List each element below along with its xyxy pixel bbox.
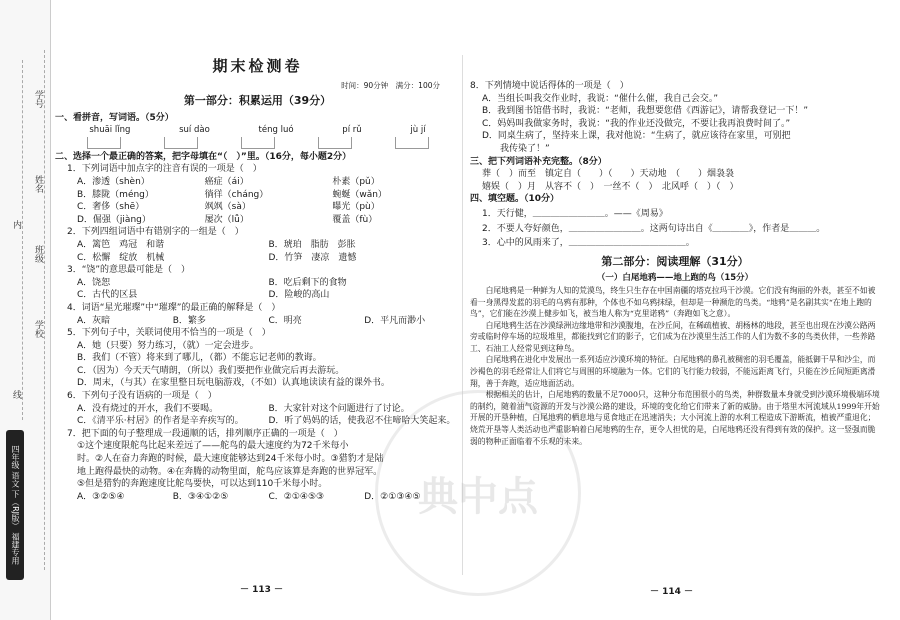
mcq-option[interactable]: C．②①④⑤③ [268,491,325,502]
mcq-option[interactable]: C．奢侈（shē） [77,202,145,213]
page-number-left: － 113 － [240,585,284,595]
part2-title: 第二部分：阅读理解（31分） [601,254,749,268]
section4-heading: 四、填空题。（10分） [470,194,560,205]
pinyin-item: jù jí [410,125,426,136]
mcq-option[interactable]: B．吃后剩下的食物 [268,277,347,288]
answer-box[interactable] [395,137,429,149]
mcq-option[interactable]: 飒飒（sà） [204,202,251,213]
idiom-row: 嬉娱（ ）月 从容不（ ） 一丝不（ ） 北风呼（ ）（ ） [482,181,739,192]
answer-box[interactable] [164,137,198,149]
mcq-option[interactable]: A．篱笆 鸡冠 和谐 [77,239,165,250]
mcq-option[interactable]: A．渗透（shèn） [77,176,150,187]
section1-heading: 一、看拼音，写词语。（5分） [55,112,174,123]
mcq-question: 6．下列句子没有语病的一项是（ ） [67,391,217,402]
cut-inner-label: 内 [11,220,21,229]
mcq-option[interactable]: 蜿蜒（wǎn） [332,189,387,200]
passage-paragraph: 白尾地鸦是一种鲜为人知的荒漠鸟，终生只生存在中国南疆的塔克拉玛干沙漠。它们没有绚丽的外表，甚至不如被看一身黑得发蓝的羽毛的乌鸦有那种，个体也不如乌鸦抹绿，但却是一种濒危的鸟类。“地鸦”是名副其实“在地上跑的鸟”，它们能在沙漠上健步如飞，被当地人称为“克里诺鸦”（奔跑如飞之意）。 [470,285,876,319]
mcq-option[interactable]: A．她（只要）努力练习，（就）一定会进步。 [77,340,259,351]
q8-option: A．当组长叫我交作业时，我说：“催什么催，我自己会交。” [482,93,718,104]
mcq-option-row [55,214,460,227]
fill-item: 3．心中的风雨来了，＿＿＿＿＿＿＿＿＿＿＿＿＿。 [482,238,695,249]
school-label: 学校 [33,320,43,338]
mcq-question: 4．词语“星光璀璨”中“璀璨”的最正确的解释是（ ） [67,302,281,313]
mcq-option[interactable]: C．明亮 [268,315,302,326]
mcq-option-row [55,252,460,265]
q8-option: B．我到图书馆借书时，我说：“老师，我想要您借《西游记》，请帮我登记一下！” [482,106,809,117]
mcq-option[interactable]: 覆盖（fù） [332,214,378,225]
mcq-option[interactable]: 时。②人在奋力奔跑的时候，最大速度能够达到24千米每小时。③猎豹才是陆 [77,454,384,465]
mcq-option[interactable]: C．松懈 绽放 机械 [77,252,165,263]
pinyin-item: téng luó [258,125,294,136]
cut-line [44,50,45,570]
answer-boxes [55,137,460,151]
mcq-question: 5．下列句子中，关联词使用不恰当的一项是（ ） [67,328,271,339]
mcq-option[interactable]: 地上跑得最快的动物。④在奔腾的动物里面，舵鸟应该算是奔跑的世界冠军。 [77,466,383,477]
mcq-option[interactable]: A．灰暗 [77,315,111,326]
mcq-option-row [55,239,460,252]
mcq-option[interactable]: B．大家针对这个问题进行了讨论。 [268,403,410,414]
mcq-option[interactable]: 曝光（pù） [332,202,380,213]
passage-title: （一）白尾地鸦——地上跑的鸟（15分） [596,273,754,284]
left-page [55,0,460,595]
mcq-option[interactable]: ⑤但是猎豹的奔跑速度比舵鸟要快，可以达到110千米每小时。 [77,479,328,490]
mcq-option-row [55,277,460,290]
mcq-option[interactable]: 徜徉（cháng） [204,189,269,200]
section2-heading: 二、选择一个最正确的答案，把字母填在“（ ）”里。（16分，每小题2分） [55,151,352,162]
fill-line [22,60,23,420]
mcq-option[interactable]: B．琥珀 脂肪 彭胀 [268,239,356,250]
mcq-option[interactable]: D．竹笋 凄凉 遗憾 [268,252,357,263]
mcq-option[interactable]: D．倔强（jiàng） [77,214,151,225]
mcq-option[interactable]: A．没有烧过的开水，我们不要喝。 [77,403,219,414]
mcq-option[interactable]: D．平凡而渺小 [364,315,426,326]
mcq-option-row [55,415,460,428]
binding-sidebar [0,0,51,620]
pinyin-item: pí rǔ [342,125,362,136]
mcq-list [55,163,460,503]
mcq-option[interactable]: 屡次（lǚ） [204,214,249,225]
watermark-text: 典中点 [418,473,538,520]
student-name-label: 姓名 [33,175,43,193]
q8-option: 我传染了！” [482,143,550,154]
passage-paragraph: 白尾地鸦在进化中发展出一系列适应沙漠环境的特征。白尾地鸦的鼻孔被稠密的羽毛覆盖，能抵御干旱和沙尘，而沙褐色的羽毛经常让人们将它与周围的环境融为一体。它们的飞行能力较弱，不能远距离飞行，只能在沙丘间短距离滑翔，善于奔跑，适应地面活动。 [470,355,876,388]
pinyin-row [55,124,460,137]
mcq-option[interactable]: B．膝陇（méng） [77,189,154,200]
mcq-option-row [55,189,460,202]
mcq-option[interactable]: B．我们（不管）将来到了哪儿，（都）不能忘记老师的教诲。 [77,353,322,364]
mcq-option-row [55,403,460,416]
student-number-label: 学号 [33,90,43,108]
mcq-question: 2．下列四组词语中有错别字的一组是（ ） [67,227,244,238]
right-page [470,80,880,447]
mcq-option[interactable]: B．③④①②⑤ [172,491,229,502]
fill-item: 2．不要人夸好颜色，＿＿＿＿＿＿＿＿。这两句诗出自《＿＿＿＿》，作者是＿＿＿。 [482,223,826,234]
mcq-option-row [55,289,460,302]
q8-option: D．同桌生病了，坚持来上课，我对他说：“生病了，就应该待在家里，可别把 [482,131,791,142]
mcq-option[interactable]: C．（因为）今天天气晴朗，（所以）我们要把作业做完后再去游玩。 [77,365,345,376]
mcq-option[interactable]: C．古代的区县 [77,290,138,301]
mcq-question: 3．“饶”的意思最可能是（ ） [67,265,191,276]
grade-badge: 四年级 语文 下（RJ版） 福建专用 [6,430,24,580]
class-label: 班级 [33,245,43,263]
part1-title: 第一部分：积累运用（39分） [183,94,332,107]
mcq-option[interactable]: ①这个速度限舵鸟比起来差远了——舵鸟的最大速度约为72千米每小 [77,441,349,452]
cut-line-label: 线 [11,390,21,399]
section3-heading: 三、把下列词语补充完整。（8分） [470,156,607,167]
mcq-option[interactable]: D．周末，（与其）在家里整日玩电脑游戏，（不如）认真地读读有益的课外书。 [77,378,390,389]
mcq-question: 1．下列词语中加点字的注音有误的一项是（ ） [67,164,262,175]
answer-box[interactable] [87,137,121,149]
mcq-option[interactable]: D．听了妈妈的话，使我忍不住啼哈大笑起来。 [268,416,456,427]
mcq-option[interactable]: D．②①③④⑤ [364,491,421,502]
pinyin-item: shuāi lǐng [89,125,131,136]
mcq-option[interactable]: A．饶恕 [77,277,111,288]
idiom-row: 葬（ ）而至 镇定自（ ）（ ）天动地 （ ）烟袅袅 [482,169,735,180]
exam-meta: 时间：90分钟 满分：100分 [341,81,440,90]
mcq-option-row [55,176,460,189]
mcq-option[interactable]: C．《清平乐·村居》的作者是辛弃疾写的。 [77,416,244,427]
answer-box[interactable] [241,137,275,149]
mcq-option-row [55,315,460,328]
mcq-option[interactable]: D．险峻的高山 [268,290,330,301]
page-number-right: － 114 － [650,587,694,597]
pinyin-item: suí dào [179,125,210,136]
q8-question: 8．下列情境中说话得体的一项是（ ） [470,81,629,91]
q8-option: C．妈妈叫我做家务时，我说：“我的作业还没做完，不要让我再浪费时间了。” [482,118,791,129]
mcq-question: 7．把下面的句子整理成一段通顺的话，排列顺序正确的一项是（ ） [67,428,343,439]
fill-item: 1．天行健，＿＿＿＿＿＿＿＿。——《周易》 [482,208,668,219]
mcq-option[interactable]: 朴素（pǔ） [332,176,380,187]
passage-paragraph: 根据相关的估计，白尾地鸦的数量不足7000只，这种分布范围很小的鸟类，种群数量本身就受到沙漠环境极端环境的制约，随着油气资源的开发与沙漠公路的建设，环境的变化给它们带来了新的威胁。由于塔里木河流域从1999年开始开展的开垦种植，白尾地鸦的栖息地与觅食地正在迅速消失；大小河流上游的水利工程造成下游断流，植被严重退化；烧荒开垦等人类活动也严重影响着白尾地鸦的生存，更令人担忧的是，白尾地鸦还没有得到有效的保护。这一竖强而脆弱的物种正面临着不乐观的未来。 [470,390,880,446]
exam-title: 期末检测卷 [212,57,303,75]
mcq-option-row [55,491,460,504]
mcq-option[interactable]: B．繁多 [172,315,206,326]
passage-paragraph: 白尾地鸦生活在沙漠绿洲边缘地带和沙漠腹地，在沙丘间，在稀疏植被、胡杨林的地段，甚至也出现在沙漠公路两旁或临时停车场的垃圾堆里，都能找到它们的影子，它们成为在沙漠里生活工作的人们为数不多的鸟类伙伴，一些养路工、石油工人经常见到这种鸟。 [470,320,876,353]
mcq-option[interactable]: 癌症（ái） [204,176,249,187]
answer-box[interactable] [318,137,352,149]
mcq-option-row [55,201,460,214]
mcq-option[interactable]: A．③②⑤④ [77,491,125,502]
